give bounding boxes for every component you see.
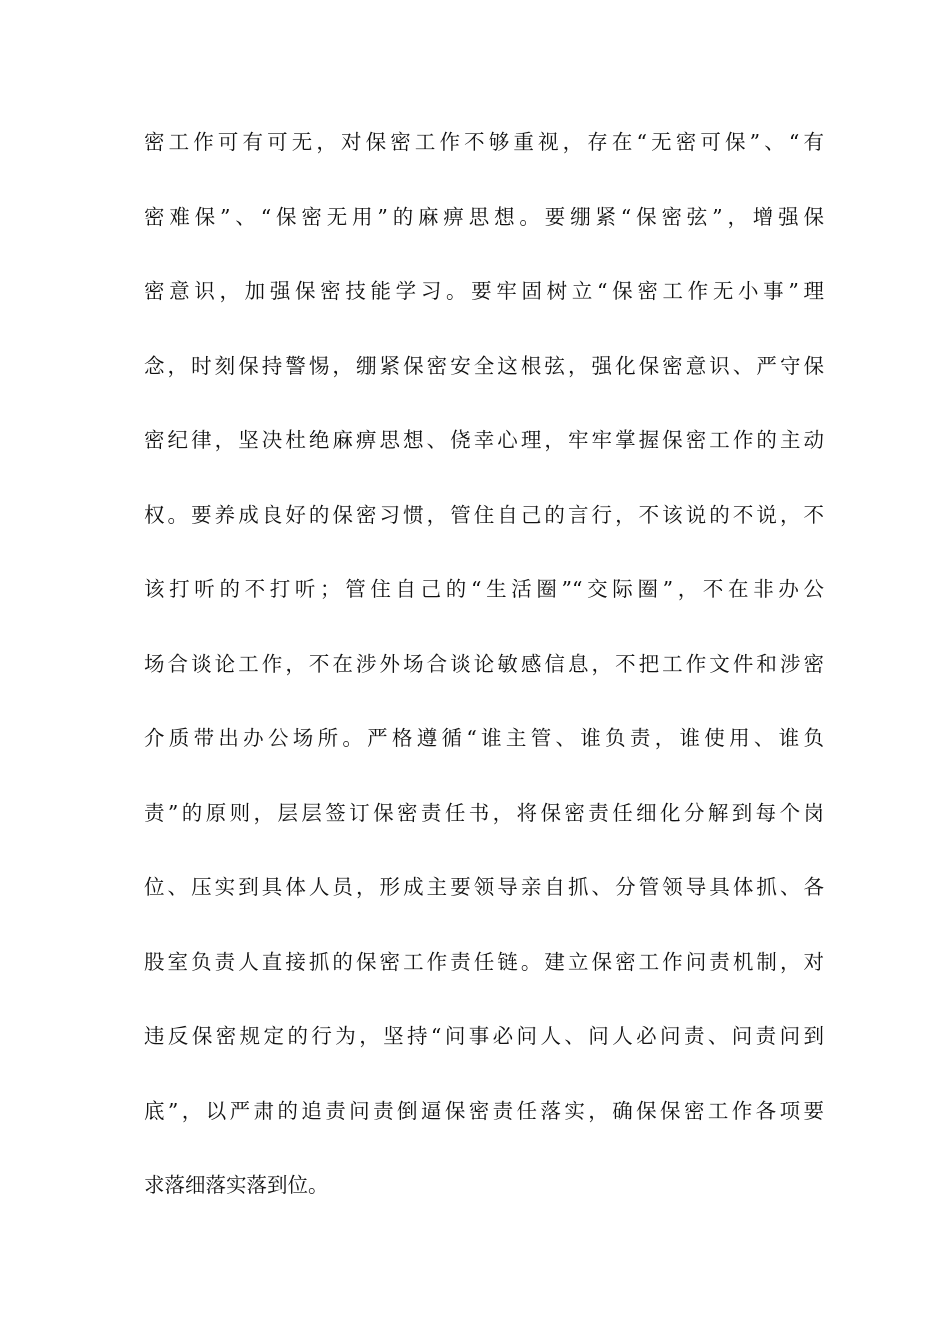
text-line: 违反保密规定的行为，坚持“问事必问人、问人必问责、问责问到: [144, 1024, 824, 1048]
text-line: 责”的原则，层层签订保密责任书，将保密责任细化分解到每个岗: [144, 800, 824, 825]
text-line: 介质带出办公场所。严格遵循“谁主管、谁负责，谁使用、谁负: [144, 726, 824, 750]
text-line: 该打听的不打听；管住自己的“生活圈”“交际圈”，不在非办公: [144, 577, 824, 601]
text-line: 位、压实到具体人员，形成主要领导亲自抓、分管领导具体抓、各: [144, 875, 824, 899]
text-line: 密工作可有可无，对保密工作不够重视，存在“无密可保”、“有: [144, 130, 824, 154]
text-line: 场合谈论工作，不在涉外场合谈论敏感信息，不把工作文件和涉密: [144, 651, 824, 676]
text-line: 密意识，加强保密技能学习。要牢固树立“保密工作无小事”理: [144, 279, 824, 303]
text-line: 权。要养成良好的保密习惯，管住自己的言行，不该说的不说，不: [144, 502, 824, 527]
text-line: 念，时刻保持警惕，绷紧保密安全这根弦，强化保密意识、严守保: [144, 353, 824, 378]
text-line: 股室负责人直接抓的保密工作责任链。建立保密工作问责机制，对: [144, 949, 824, 974]
text-line: 求落细落实落到位。: [144, 1173, 329, 1197]
text-line: 密纪律，坚决杜绝麻痹思想、侥幸心理，牢牢掌握保密工作的主动: [144, 428, 824, 452]
body-paragraph: [144, 118, 824, 1236]
text-line: 底”，以严肃的追责问责倒逼保密责任落实，确保保密工作各项要: [144, 1098, 824, 1123]
text-line: 密难保”、“保密无用”的麻痹思想。要绷紧“保密弦”，增强保: [144, 204, 824, 229]
